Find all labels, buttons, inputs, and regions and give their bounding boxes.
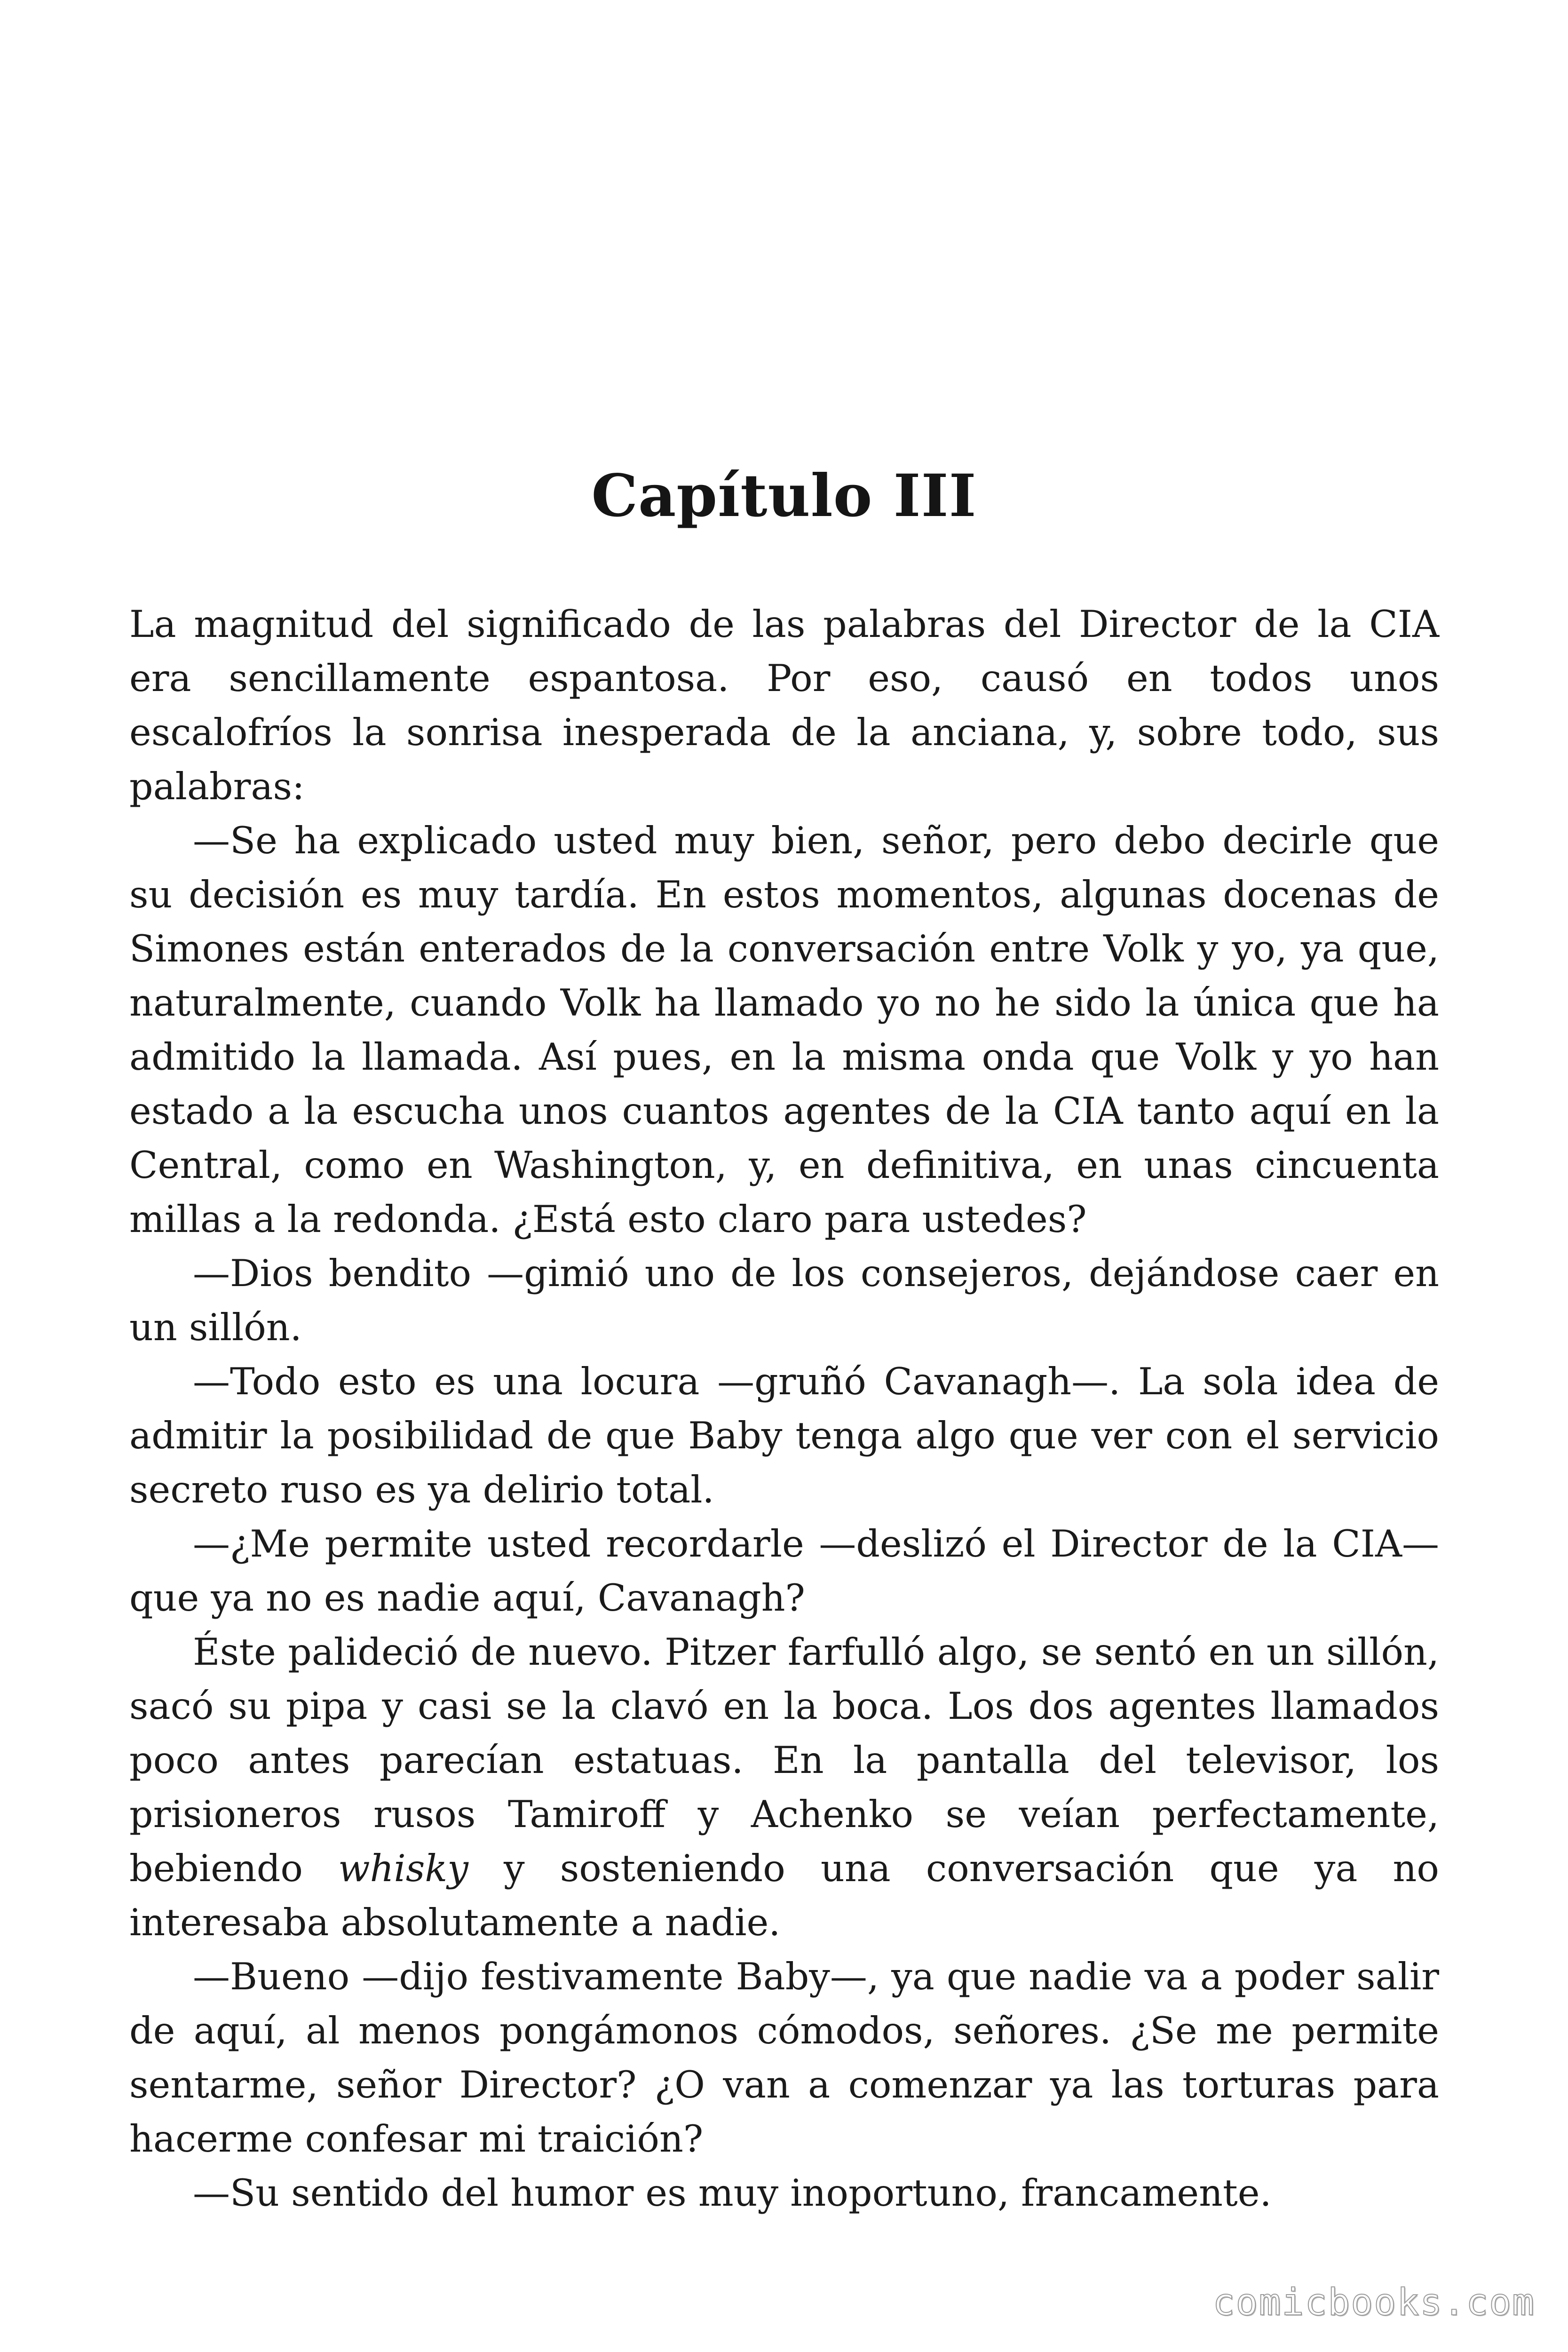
- paragraph-1: La magnitud del significado de las palabras del Director de la CIA era sencillamente espantosa. Por eso, causó en todos unos escalofríos la sonrisa inesperada de la anciana, y, sobre todo, sus palabras:: [129, 603, 1439, 808]
- paragraph-8: —Su sentido del humor es muy inoportuno, francamente.: [193, 2171, 1272, 2215]
- paragraph-5: —¿Me permite usted recordarle —deslizó el Director de la CIA— que ya no es nadie aquí, Cavanagh?: [129, 1522, 1439, 1620]
- chapter-title: Capítulo III: [591, 462, 977, 530]
- paragraph-3: —Dios bendito —gimió uno de los consejeros, dejándose caer en un sillón.: [129, 1252, 1439, 1349]
- paragraph-4: —Todo esto es una locura —gruñó Cavanagh—. La sola idea de admitir la posibilidad de que Baby tenga algo que ver con el servicio secreto ruso es ya delirio total.: [129, 1360, 1439, 1511]
- site-watermark: comicbooks.com: [1212, 2281, 1535, 2324]
- paragraph-6-italic-word: whisky: [338, 1847, 468, 1890]
- paragraph-6: [129, 1625, 1439, 1950]
- paragraph-7: —Bueno —dijo festivamente Baby—, ya que nadie va a poder salir de aquí, al menos pongámonos cómodos, señores. ¿Se me permite sentarme, señor Director? ¿O van a comenzar ya las torturas para hacerme confesar mi traición?: [129, 1955, 1439, 2161]
- paragraph-2: —Se ha explicado usted muy bien, señor, pero debo decirle que su decisión es muy tardía. En estos momentos, algunas docenas de Simones están enterados de la conversación entre Volk y yo, ya que, naturalmente, cuando Volk ha llamado yo no he sido la única que ha admitido la llamada. Así pues, en la misma onda que Volk y yo han estado a la escucha unos cuantos agentes de la CIA tanto aquí en la Central, como en Washington, y, en definitiva, en unas cincuenta millas a la redonda. ¿Está esto claro para ustedes?: [129, 819, 1439, 1241]
- chapter-body: [129, 597, 1439, 2220]
- paragraph-6-text-before: Éste palideció de nuevo. Pitzer farfulló algo, se sentó en un sillón, sacó su pipa y casi se la clavó en la boca. Los dos agentes llamados poco antes parecían estatuas. En la pantalla del televisor, los prisioneros rusos Tamiroff y Achenko se veían perfectamente, bebiendo: [129, 1630, 1439, 1890]
- paragraph-6-text-after: y sosteniendo una conversación que ya no interesaba absolutamente a nadie.: [129, 1847, 1439, 1944]
